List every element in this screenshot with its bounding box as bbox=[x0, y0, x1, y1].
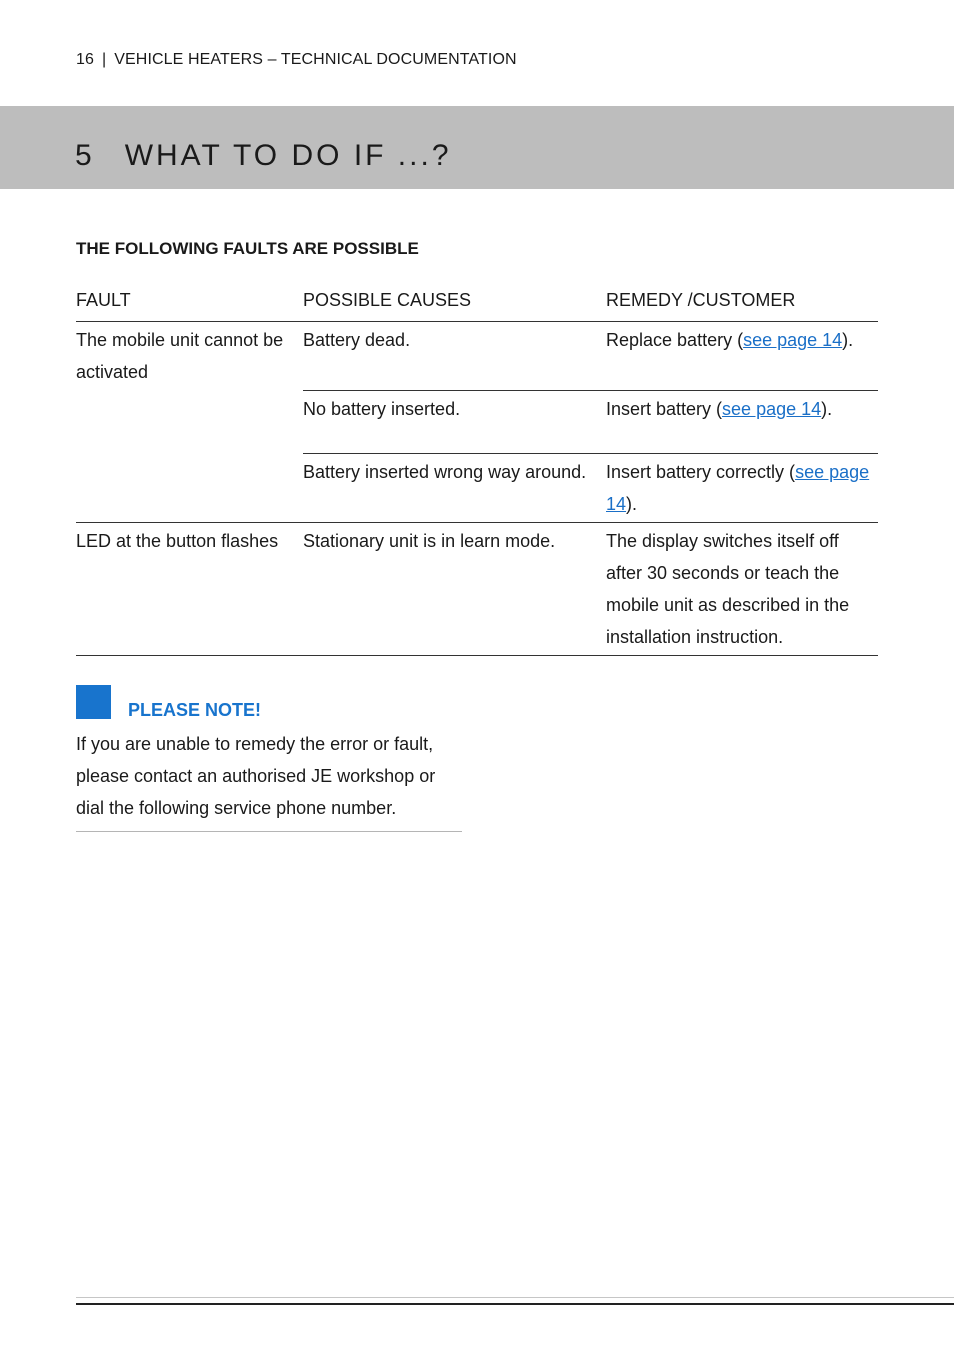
remedy-text: Insert battery correctly ( bbox=[606, 462, 796, 482]
cause-cell: Stationary unit is in learn mode. bbox=[303, 523, 606, 656]
remedy-text-end: ). bbox=[821, 399, 833, 419]
remedy-text-end: ). bbox=[626, 494, 638, 514]
header-fault: FAULT bbox=[76, 282, 303, 322]
footer-rule-thick bbox=[76, 1303, 954, 1305]
table-header-row bbox=[76, 282, 878, 322]
table-row bbox=[76, 523, 878, 656]
table-row bbox=[76, 322, 878, 391]
remedy-text: Insert battery ( bbox=[606, 399, 723, 419]
fault-cell: LED at the button flashes bbox=[76, 523, 303, 656]
header-possible-causes: POSSIBLE CAUSES bbox=[303, 282, 606, 322]
note-body: If you are unable to remedy the error or fault, please contact an authorised JE workshop or dial the following service phone number. bbox=[76, 728, 462, 832]
cause-cell: Battery inserted wrong way around. bbox=[303, 454, 606, 523]
remedy-cell bbox=[606, 391, 878, 454]
see-page-link[interactable]: see page 14 bbox=[743, 330, 843, 350]
cause-cell: Battery dead. bbox=[303, 322, 606, 391]
chapter-number: 5 bbox=[75, 139, 95, 172]
cause-cell: No battery inserted. bbox=[303, 391, 606, 454]
chapter-title bbox=[75, 139, 452, 173]
note-title: PLEASE NOTE! bbox=[128, 700, 262, 720]
see-page-link[interactable]: see page 14 bbox=[606, 462, 870, 514]
header-separator: | bbox=[102, 51, 107, 68]
page-number: 16 bbox=[76, 51, 94, 68]
see-page-link[interactable]: see page 14 bbox=[722, 399, 822, 419]
header-remedy: REMEDY /CUSTOMER bbox=[606, 282, 878, 322]
footer-rule-thin bbox=[76, 1297, 954, 1298]
remedy-cell bbox=[606, 454, 878, 523]
remedy-cell bbox=[606, 523, 878, 656]
note-marker-icon bbox=[76, 685, 111, 719]
chapter-heading-text: WHAT TO DO IF ...? bbox=[124, 139, 452, 172]
running-header bbox=[76, 51, 517, 69]
running-title: VEHICLE HEATERS – TECHNICAL DOCUMENTATION bbox=[114, 51, 517, 68]
fault-cell: The mobile unit cannot be activated bbox=[76, 322, 303, 523]
remedy-text: Replace battery ( bbox=[606, 330, 744, 350]
faults-table bbox=[76, 282, 878, 656]
remedy-cell bbox=[606, 322, 878, 391]
section-heading: THE FOLLOWING FAULTS ARE POSSIBLE bbox=[76, 239, 419, 258]
remedy-text: The display switches itself off after 30 seconds or teach the mobile unit as described in the installation instruction. bbox=[606, 531, 850, 647]
remedy-text-end: ). bbox=[842, 330, 854, 350]
